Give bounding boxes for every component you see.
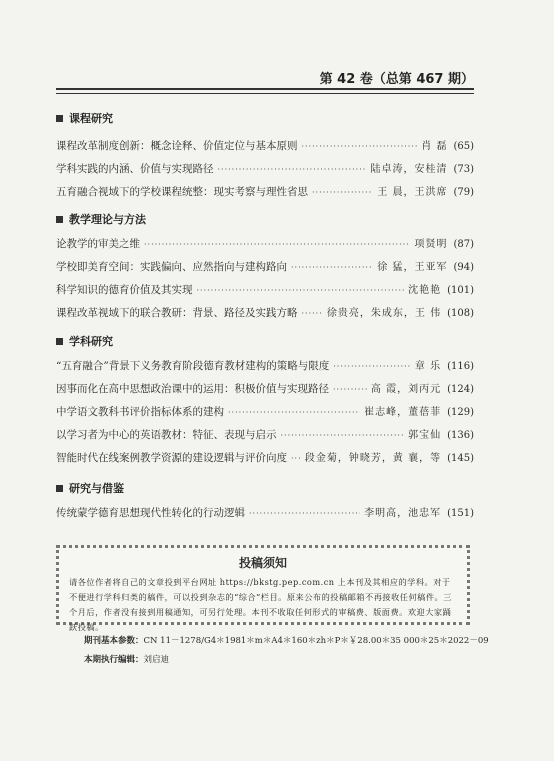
volume-issue-label: 第 42 卷（总第 467 期）	[319, 72, 474, 87]
leader-dots	[144, 233, 410, 256]
leader-dots	[302, 135, 418, 158]
leader-dots	[291, 256, 373, 279]
section-heading	[56, 480, 474, 496]
leader-dots	[197, 279, 405, 302]
entry-authors: 高 霞，刘丙元	[370, 384, 442, 395]
leader-dots	[291, 447, 301, 470]
toc-entry[interactable]	[56, 424, 474, 447]
entry-authors: 崔志峰，董蓓菲	[364, 407, 442, 418]
submission-notice-box	[56, 545, 470, 632]
editor-label: 本期执行编辑：	[84, 655, 144, 665]
params-label: 期刊基本参数：	[84, 636, 144, 646]
entry-title: 科学知识的德育价值及其实现	[56, 284, 193, 296]
section-heading	[56, 211, 474, 227]
toc-entry[interactable]	[56, 447, 474, 470]
entry-authors: 王 晨，王洪席	[377, 187, 448, 198]
entry-title: 论教学的审美之维	[56, 238, 140, 250]
entry-page: (87)	[453, 239, 474, 250]
entry-title: 以学习者为中心的英语教材：特征、表现与启示	[56, 429, 277, 441]
params-value: CN 11－1278/G4＊1981＊m＊A4＊160＊zh＊P＊￥28.00＊35 000＊25＊2022－09	[143, 636, 489, 646]
entry-page: (65)	[453, 141, 474, 152]
toc-entry[interactable]	[56, 158, 474, 181]
entry-authors: 段金菊，钟晓芳，黄 襄，等	[304, 453, 442, 464]
entry-title: 课程改革制度创新：概念诠释、价值定位与基本原则	[56, 140, 298, 152]
entry-authors: 项贤明	[414, 239, 448, 250]
entry-authors: 徐 猛，王亚军	[377, 262, 448, 273]
toc-entry[interactable]	[56, 181, 474, 204]
section-heading-text: 学科研究	[69, 335, 113, 348]
toc-entry[interactable]	[56, 401, 474, 424]
entry-page: (94)	[453, 262, 474, 273]
entry-page: (108)	[447, 308, 474, 319]
section-teaching-theory	[56, 211, 474, 325]
section-heading-text: 课程研究	[69, 112, 113, 125]
entry-page: (73)	[453, 164, 474, 175]
notice-body: 请各位作者将自己的文章投到平台网址 https://bkstg.pep.com.cn 上本刊及其相应的学科。对于不便进行学科归类的稿件，可以投到杂志的“综合”栏目。原来公布的投稿邮箱不再接收任何稿件。三个月后，作者没有接到用稿通知，可另行处理。本刊不收取任何形式的审稿费、版面费。欢迎大家踊跃投稿。	[69, 577, 452, 632]
entry-page: (124)	[447, 384, 474, 395]
editor-value: 刘启迪	[143, 655, 170, 665]
toc-entry[interactable]	[56, 279, 474, 302]
leader-dots	[333, 355, 411, 378]
leader-dots	[228, 401, 360, 424]
entry-page: (116)	[447, 361, 474, 372]
leader-dots	[218, 158, 367, 181]
entry-authors: 陆卓涛，安桂清	[370, 164, 448, 175]
entry-title: 五育融合视域下的学校课程统整：现实考察与理性省思	[56, 186, 308, 198]
entry-page: (129)	[447, 407, 474, 418]
leader-dots	[249, 502, 360, 525]
header-rule-thin	[56, 93, 474, 94]
section-subject-research	[56, 333, 474, 470]
toc-entry[interactable]	[56, 135, 474, 158]
square-bullet-icon	[56, 216, 63, 223]
entry-authors: 章 乐	[414, 361, 442, 372]
entry-authors: 沈艳艳	[408, 285, 442, 296]
entry-authors: 李明高，池忠军	[364, 508, 442, 519]
entry-title: 学校即美育空间：实践偏向、应然指向与建构路向	[56, 261, 287, 273]
section-research-reference	[56, 480, 474, 525]
leader-dots	[302, 302, 323, 325]
entry-page: (101)	[447, 285, 474, 296]
entry-title: 课程改革视域下的联合教研：背景、路径及实践方略	[56, 307, 298, 319]
journal-parameters	[84, 634, 489, 646]
toc-entry[interactable]	[56, 233, 474, 256]
square-bullet-icon	[56, 115, 63, 122]
entry-page: (136)	[447, 430, 474, 441]
entry-authors: 肖 磊	[421, 141, 448, 152]
entry-title: 传统蒙学德育思想现代性转化的行动逻辑	[56, 507, 245, 519]
toc-entry[interactable]	[56, 378, 474, 401]
entry-title: 学科实践的内涵、价值与实现路径	[56, 163, 214, 175]
issue-editor	[84, 653, 169, 665]
section-heading-text: 教学理论与方法	[69, 213, 146, 226]
toc-entry[interactable]	[56, 502, 474, 525]
square-bullet-icon	[56, 485, 63, 492]
entry-title: 智能时代在线案例教学资源的建设逻辑与评价向度	[56, 452, 287, 464]
section-heading	[56, 110, 474, 126]
entry-page: (151)	[447, 508, 474, 519]
entry-title: “五育融合”背景下义务教育阶段德育教材建构的策略与限度	[56, 360, 330, 372]
leader-dots	[281, 424, 405, 447]
section-heading	[56, 333, 474, 349]
section-curriculum-research	[56, 110, 474, 204]
entry-title: 中学语文教科书评价指标体系的建构	[56, 406, 224, 418]
square-bullet-icon	[56, 338, 63, 345]
entry-authors: 徐贵亮，朱成东，王 伟	[326, 308, 442, 319]
entry-title: 因事而化在高中思想政治课中的运用：积极价值与实现路径	[56, 383, 329, 395]
leader-dots	[333, 378, 367, 401]
entry-authors: 郭宝仙	[408, 430, 442, 441]
entry-page: (79)	[453, 187, 474, 198]
notice-title: 投稿须知	[238, 556, 287, 570]
leader-dots	[312, 181, 373, 204]
header-rule-thick	[56, 88, 474, 90]
entry-page: (145)	[447, 453, 474, 464]
section-heading-text: 研究与借鉴	[69, 482, 124, 495]
toc-entry[interactable]	[56, 302, 474, 325]
toc-entry[interactable]	[56, 256, 474, 279]
toc-entry[interactable]	[56, 355, 474, 378]
